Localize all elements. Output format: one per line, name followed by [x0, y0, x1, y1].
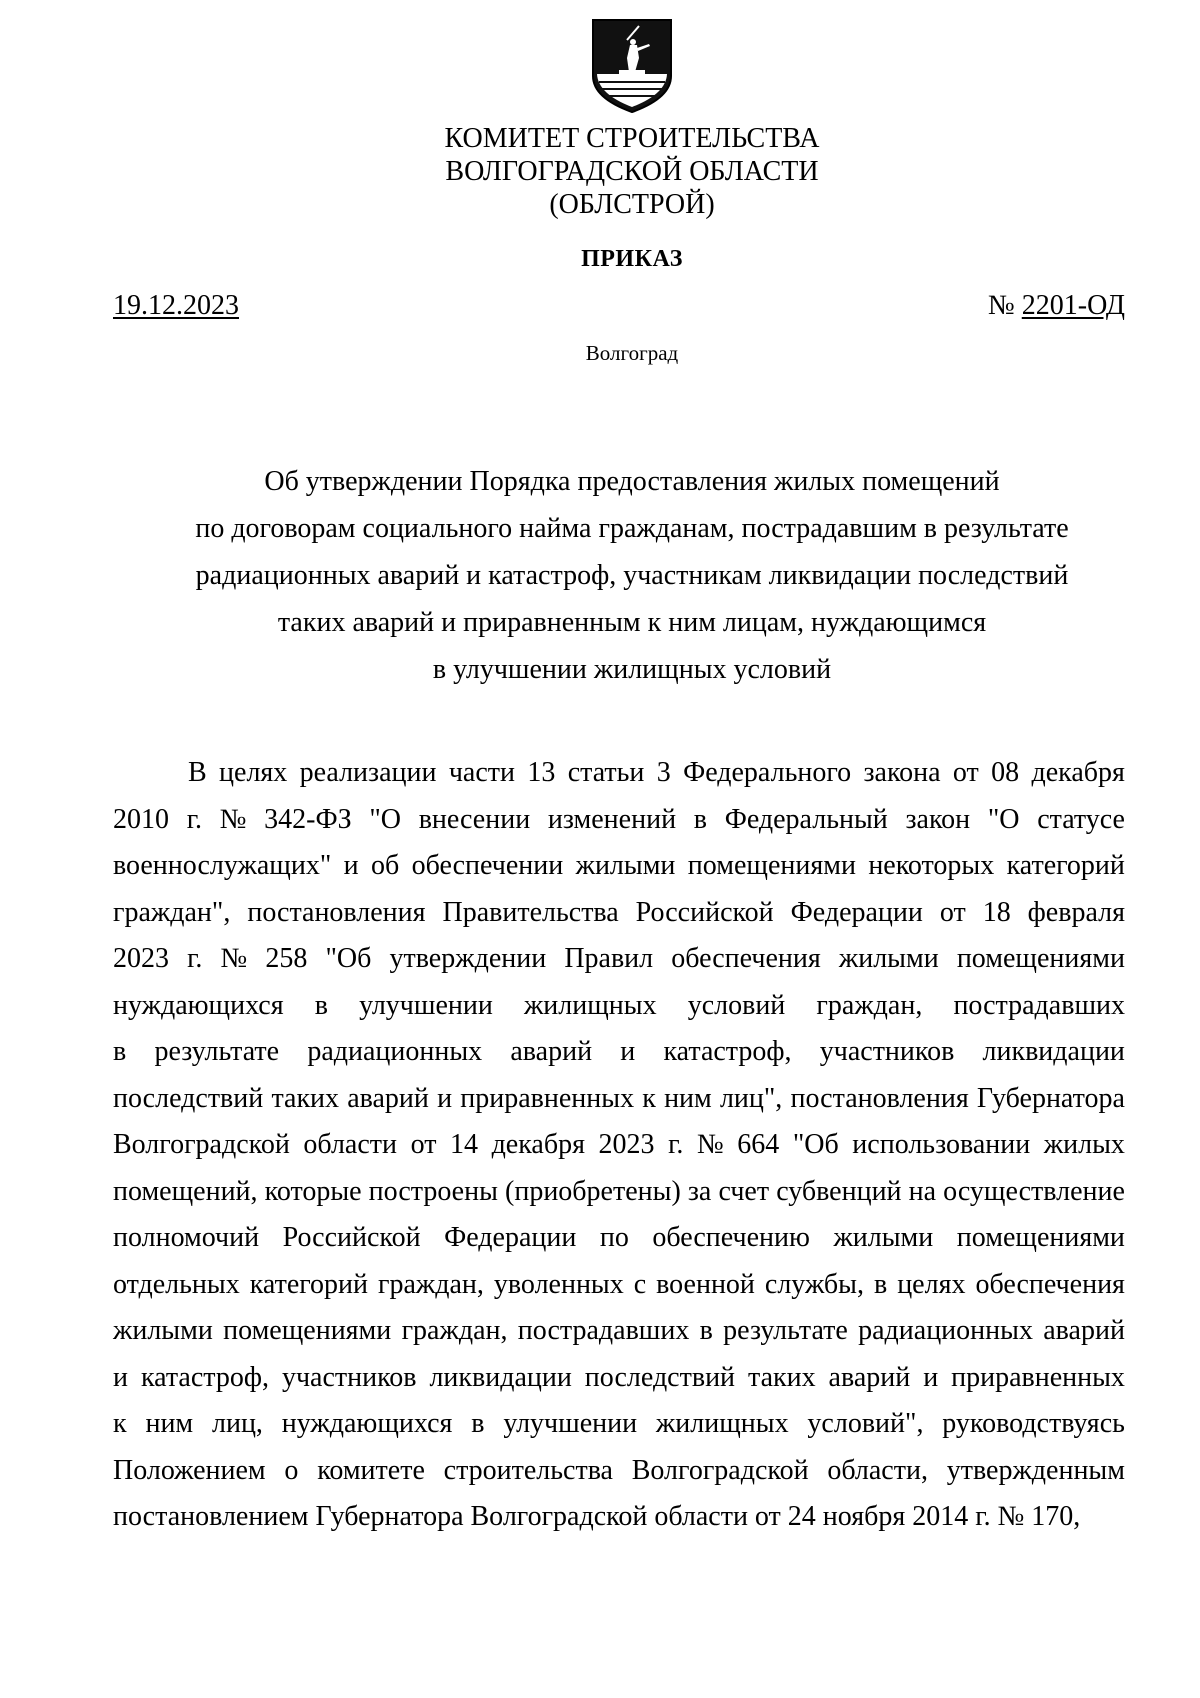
document-body	[113, 750, 1125, 1541]
body-line: в результате радиационных аварий и катастроф, участников ликвидации	[113, 1036, 1125, 1067]
body-line: 2023 г. № 258 "Об утверждении Правил обеспечения жилыми помещениями	[113, 943, 1125, 974]
subject-line: в улучшении жилищных условий	[432, 654, 832, 685]
document-subject	[150, 458, 1114, 693]
subject-line: радиационных аварий и катастроф, участникам ликвидации последствий	[195, 560, 1069, 591]
organization-name	[300, 122, 964, 221]
document-date: 19.12.2023	[113, 290, 239, 321]
document-type: ПРИКАЗ	[581, 246, 683, 272]
body-line: В целях реализации части 13 статьи 3 Федерального закона от 08 декабря	[188, 757, 1125, 788]
document-city: Волгоград	[585, 341, 679, 365]
subject-line: по договорам социального найма гражданам, пострадавшим в результате	[195, 513, 1069, 544]
body-line: отдельных категорий граждан, уволенных с военной службы, в целях обеспечения	[113, 1268, 1125, 1300]
body-line: Волгоградской области от 14 декабря 2023 г. № 664 "Об использовании жилых	[113, 1129, 1125, 1160]
org-line: КОМИТЕТ СТРОИТЕЛЬСТВА	[444, 123, 820, 154]
volgograd-coat-of-arms-icon	[589, 18, 675, 114]
body-line: Положением о комитете строительства Волгоградской области, утвержденным	[113, 1454, 1125, 1486]
org-line: (ОБЛСТРОЙ)	[549, 189, 715, 220]
body-line: полномочий Российской Федерации по обеспечению жилыми помещениями	[113, 1222, 1125, 1253]
body-line: постановлением Губернатора Волгоградской области от 24 ноября 2014 г. № 170,	[113, 1501, 1081, 1532]
org-line: ВОЛГОГРАДСКОЙ ОБЛАСТИ	[445, 156, 819, 187]
subject-line: Об утверждении Порядка предоставления жилых помещений	[264, 466, 1000, 497]
body-line: к ним лиц, нуждающихся в улучшении жилищных условий", руководствуясь	[113, 1408, 1125, 1439]
number-value: 2201-ОД	[1021, 290, 1125, 321]
body-line: последствий таких аварий и приравненных к ним лиц", постановления Губернатора	[113, 1082, 1125, 1114]
body-line: военнослужащих" и об обеспечении жилыми помещениями некоторых категорий	[113, 850, 1125, 881]
body-line: жилыми помещениями граждан, пострадавших в результате радиационных аварий	[113, 1315, 1125, 1346]
number-prefix: №	[988, 290, 1022, 321]
body-line: помещений, которые построены (приобретены) за счет субвенций на осуществление	[113, 1175, 1125, 1207]
body-line: нуждающихся в улучшении жилищных условий граждан, пострадавших	[113, 989, 1125, 1021]
body-line: граждан", постановления Правительства Российской Федерации от 18 февраля	[113, 896, 1125, 928]
body-line: 2010 г. № 342-ФЗ "О внесении изменений в Федеральный закон "О статусе	[113, 803, 1125, 835]
subject-line: таких аварий и приравненным к ним лицам, нуждающимся	[277, 607, 987, 638]
document-number	[988, 290, 1125, 322]
body-line: и катастроф, участников ликвидации последствий таких аварий и приравненных	[113, 1361, 1125, 1393]
